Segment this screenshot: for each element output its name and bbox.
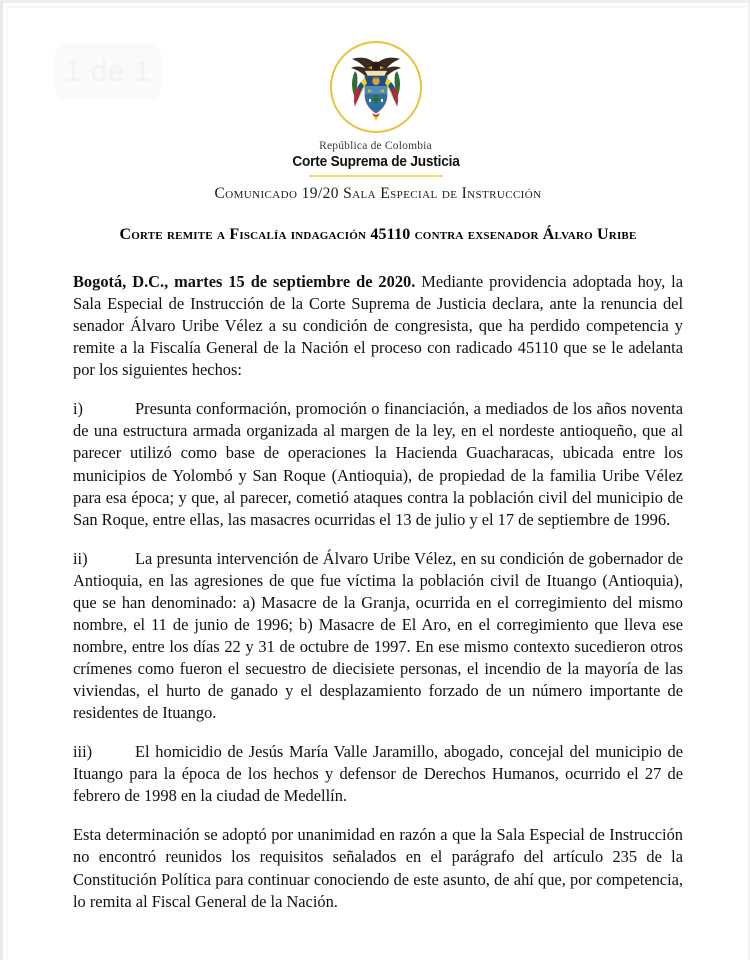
fact-item-ii-marker: ii) [73, 548, 88, 568]
document-title: Corte remite a Fiscalía indagación 45110 contra exsenador Álvaro Uribe [119, 226, 637, 243]
page-indicator-badge: 1 de 1 [55, 44, 161, 99]
letterhead-divider [309, 175, 443, 177]
coat-of-arms-emblem [330, 41, 422, 133]
fact-item-i-text: Presunta conformación, promoción o financiación, a mediados de los años noventa de una estructura armada organizada al margen de la ley, en el nordeste antioqueño, que al parecer utilizó como base de operaciones la Hacienda Guacharacas, ubicada entre los municipios de Yolombó y San Roque (Antioquia), de propiedad de la familia Uribe Vélez para esa época; y que, al parecer, cometió ataques contra la población civil del municipio de San Roque, entre ellas, las masacres ocurridas el 13 de julio y el 17 de septiembre de 1996. [73, 399, 683, 529]
closing-paragraph: Esta determinación se adoptó por unanimidad en razón a que la Sala Especial de Instrucción no encontró reunidos los requisitos señalados en el parágrafo del artículo 235 de la Constitución Política para continuar conociendo de este asunto, de ahí que, por competencia, lo remita al Fiscal General de la Nación. [73, 825, 683, 911]
fact-item-iii [73, 741, 683, 807]
colombia-coat-of-arms-icon [339, 49, 413, 125]
lead-paragraph-text: Mediante providencia adoptada hoy, la Sala Especial de Instrucción de la Corte Suprema de Justicia declara, ante la renuncia del senador Álvaro Uribe Vélez a su condición de congresista, que ha perdido competencia y remite a la Fiscalía General de la Nación el proceso con radicado 45110 que se le adelanta por los siguientes hechos: [73, 272, 683, 380]
communique-heading: Comunicado 19/20 Sala Especial de Instrucción [214, 185, 542, 202]
fact-item-i [73, 398, 683, 530]
fact-item-iii-text: El homicidio de Jesús María Valle Jaramillo, abogado, concejal del municipio de Ituango para la época de los hechos y defensor de Derechos Humanos, ocurrido el 27 de febrero de 1998 en la ciudad de Medellín. [73, 742, 683, 806]
letterhead-republic-line: República de Colombia [319, 140, 432, 152]
dateline: Bogotá, D.C., martes 15 de septiembre de 2020. [73, 272, 416, 291]
fact-item-iii-marker: iii) [73, 742, 93, 762]
fact-item-ii [73, 548, 683, 725]
fact-item-i-marker: i) [73, 399, 84, 419]
letterhead-court-line: Corte Suprema de Justicia [291, 154, 460, 170]
document-body [73, 185, 683, 913]
lead-paragraph [73, 271, 683, 381]
fact-item-ii-text: La presunta intervención de Álvaro Uribe Vélez, en su condición de gobernador de Antioquia, en las agresiones de que fue víctima la población civil de Ituango (Antioquia), que se han denominado: a) Masacre de la Granja, ocurrida en el corregimiento del mismo nombre, el 11 de junio de 1996; b) Masacre de El Aro, en el corregimiento que lleva ese nombre, entre los días 22 y 31 de octubre de 1997. En ese mismo contexto sucedieron otros crímenes como fueron el secuestro de diecisiete personas, el incendio de la mayoría de las viviendas, el hurto de ganado y el desplazamiento forzado de un número importante de residentes de Ituango. [73, 548, 683, 723]
